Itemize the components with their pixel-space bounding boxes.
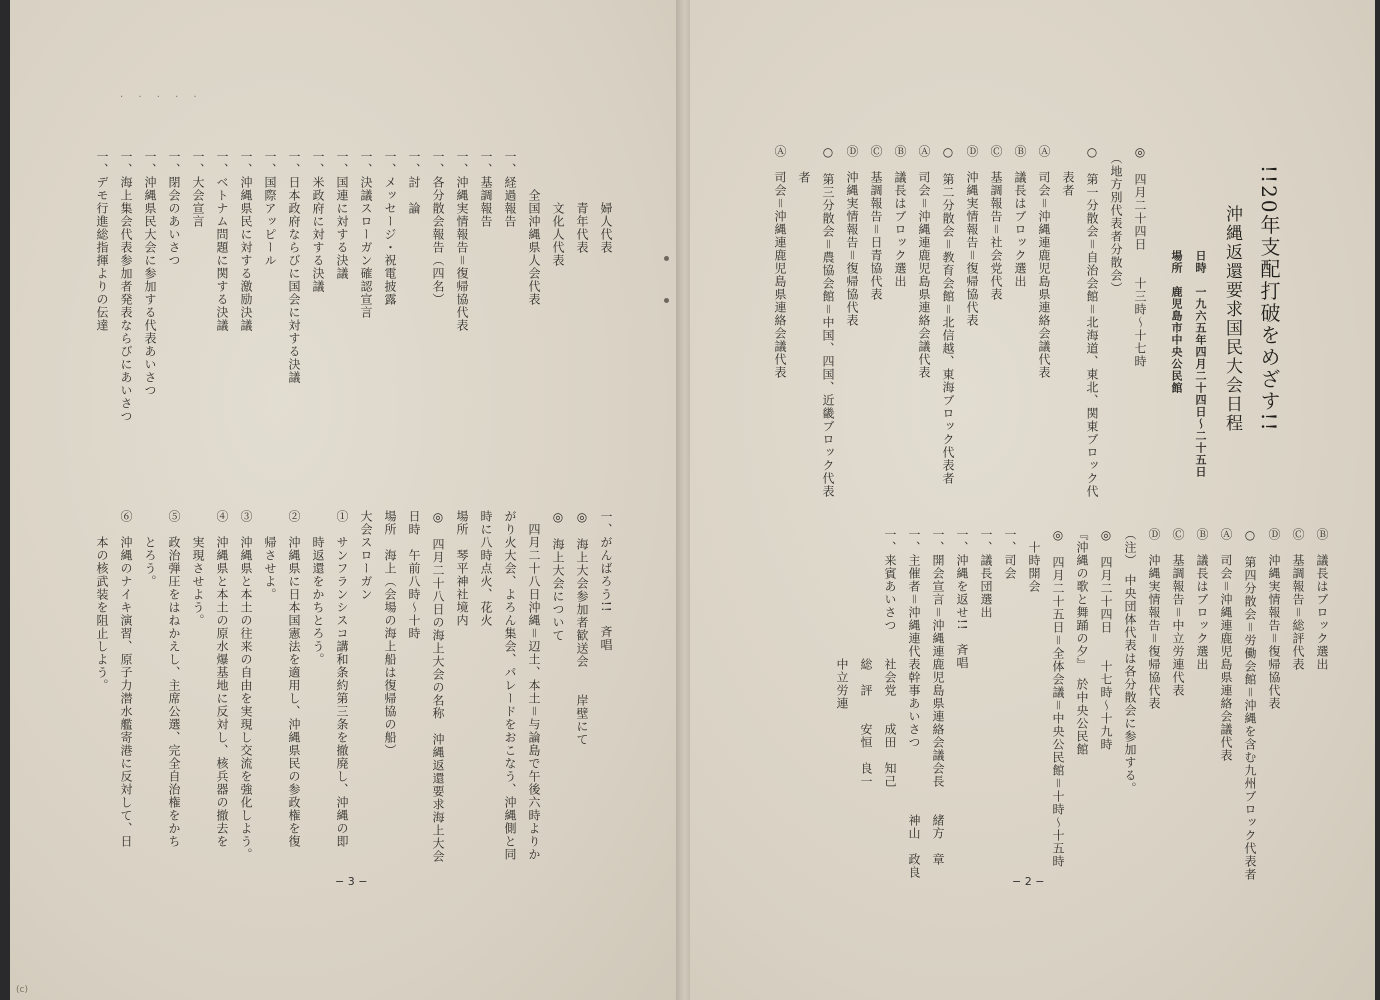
text-line: 場所 海上（会場の海上船は復帰協の船） bbox=[383, 510, 397, 757]
text-line: 一、司会 bbox=[1003, 528, 1017, 580]
text-line: Ⓓ 沖縄実情報告＝復帰協代表 bbox=[1267, 528, 1281, 711]
text-line: 時に八時点火、花火 bbox=[479, 510, 493, 627]
sea-rally-section bbox=[90, 510, 618, 890]
text-line: 全国沖縄県人会代表 bbox=[527, 150, 541, 306]
text-line: Ⓓ 沖縄実情報告＝復帰協代表 bbox=[965, 145, 979, 328]
text-line: がり火大会、よろん集会、パレードをおこなう、沖縄側と同 bbox=[503, 510, 517, 861]
text-line: 一、閉会のあいさつ bbox=[167, 150, 181, 267]
text-line: 文化人代表 bbox=[551, 150, 565, 267]
text-line: 時返還をかちとろう。 bbox=[311, 510, 325, 666]
text-line: 一、国際アッピール bbox=[263, 150, 277, 267]
text-line: 本の核武装を阻止しよう。 bbox=[95, 510, 109, 692]
text-line: 一、議長団選出 bbox=[979, 528, 993, 619]
text-line: 中立労連 bbox=[835, 528, 849, 710]
text-line: 総 評 安恒 良一 bbox=[859, 528, 873, 788]
text-line: 一、沖縄県民大会に参加する代表あいさつ bbox=[143, 150, 157, 397]
schedule-place: 場所 鹿児島市中央公民館 bbox=[1170, 250, 1183, 394]
page-number: − 2 − bbox=[1012, 875, 1045, 888]
left-page bbox=[10, 0, 680, 1000]
text-line: 青年代表 bbox=[575, 150, 589, 254]
text-line: ○ 第三分散会＝農協会館＝中国、四国、近畿ブロック代表 bbox=[821, 145, 835, 499]
schedule-date: 日時 一九六五年四月二十四日〜二十五日 bbox=[1194, 250, 1207, 478]
text-line: ○ 第四分散会＝労働会館＝沖縄を含む九州ブロック代表者 bbox=[1243, 528, 1257, 882]
text-line: 一、大会宣言 bbox=[191, 150, 205, 228]
text-line: ◎ 四月二十四日 十七時〜十九時 bbox=[1099, 528, 1113, 751]
text-line: ⑤ 政治弾圧をはねかえし、主席公選、完全自治権をかち bbox=[167, 510, 181, 848]
text-line: Ⓓ 沖縄実情報告＝復帰協代表 bbox=[845, 145, 859, 328]
text-line: 十時開会 bbox=[1027, 528, 1041, 593]
text-line: 一、国連に対する決議 bbox=[335, 150, 349, 280]
text-line: 実現させよう。 bbox=[191, 510, 205, 627]
text-line: 婦人代表 bbox=[599, 150, 613, 254]
text-line: 場所 琴平神社境内 bbox=[455, 510, 469, 627]
text-line: 一、沖縄を返せ!! 斉唱 bbox=[955, 528, 969, 670]
text-line: 表者 bbox=[1061, 145, 1075, 197]
text-line: 一、沖縄実情報告＝復帰協代表 bbox=[455, 150, 469, 333]
text-line: 一、開会宣言＝沖縄連鹿児島県連絡会議会長 緒方 章 bbox=[931, 528, 945, 867]
right-page bbox=[690, 0, 1375, 1000]
page-title: !!20年支配打破をめざす!! bbox=[1257, 165, 1281, 433]
text-line: Ⓒ 基調報告＝総評代表 bbox=[1291, 528, 1305, 672]
text-line: 一、海上集会代表参加者発表ならびにあいさつ bbox=[119, 150, 133, 423]
text-line: 四月二十八日沖縄＝辺土、本土＝与論島で午後六時よりか bbox=[527, 510, 541, 862]
day-one-sessions bbox=[768, 145, 1152, 500]
text-line: ③ 沖縄県と本土の往来の自由を実現し交流を強化しよう。 bbox=[239, 510, 253, 861]
agenda-list bbox=[90, 150, 618, 485]
text-line: 一、来賓あいさつ 社会党 成田 知己 bbox=[883, 528, 897, 788]
text-line: ① サンフランシスコ講和条約第三条を撤廃し、沖縄の即 bbox=[335, 510, 349, 848]
text-line: Ⓑ 議長はブロック選出 bbox=[1195, 528, 1209, 671]
text-line: 一、米政府に対する決議 bbox=[311, 150, 325, 293]
text-line: Ⓐ 司会＝沖縄連鹿児島県連絡会議代表 bbox=[1219, 528, 1233, 763]
text-line: 一、デモ行進総指揮よりの伝達 bbox=[95, 150, 109, 332]
text-line: 一、各分散会報告（四名） bbox=[431, 150, 445, 306]
text-line: ◎ 四月二十四日 十三時〜十七時 bbox=[1133, 145, 1147, 368]
text-line: ◎ 四月二十五日＝全体会議＝中央公民館＝十時〜十五時 bbox=[1051, 528, 1065, 869]
text-line: 一、日本政府ならびに国会に対する決議 bbox=[287, 150, 301, 384]
text-line: Ⓑ 議長はブロック選出 bbox=[893, 145, 907, 288]
text-line: Ⓐ 司会＝沖縄連鹿児島県連絡会議代表 bbox=[1037, 145, 1051, 380]
staple-hole bbox=[664, 298, 669, 303]
text-line: Ⓒ 基調報告＝中立労連代表 bbox=[1171, 528, 1185, 698]
text-line: 一、討 論 bbox=[407, 150, 421, 215]
corner-mark: (c) bbox=[16, 985, 28, 995]
text-line: 一、決議スローガン確認宣言 bbox=[359, 150, 373, 319]
text-line: Ⓒ 基調報告＝日青協代表 bbox=[869, 145, 883, 302]
text-line: ◎ 四月二十八日の海上大会の名称 沖縄返還要求海上大会 bbox=[431, 510, 445, 863]
text-line: ○ 第二分散会＝教育会館＝北信越、東海ブロック代表者 bbox=[941, 145, 955, 486]
text-line: とろう。 bbox=[143, 510, 157, 588]
text-line: 大会スローガン bbox=[359, 510, 373, 601]
text-line: 者 bbox=[797, 145, 811, 184]
text-line: Ⓑ 議長はブロック選出 bbox=[1013, 145, 1027, 288]
text-line: 一、がんばろう!! 斉唱 bbox=[599, 510, 613, 652]
page-dots: · · · · · bbox=[120, 92, 203, 103]
text-line: 一、経過報告 bbox=[503, 150, 517, 228]
text-line: ○ 第一分散会＝自治会館＝北海道、東北、関東ブロック代 bbox=[1085, 145, 1099, 499]
text-line: （注） 中央団体代表は各分散会に参加する。 bbox=[1123, 528, 1137, 795]
text-line: 一、メッセージ・祝電披露 bbox=[383, 150, 397, 306]
day-two-program bbox=[830, 528, 1334, 882]
text-line: Ⓐ 司会＝沖縄連鹿児島県連絡会議代表 bbox=[773, 145, 787, 380]
text-line: 『沖縄の歌と舞踊の夕』 於中央公民館 bbox=[1075, 528, 1089, 756]
text-line: 一、主催者＝沖縄連代表幹事あいさつ 神山 政良 bbox=[907, 528, 921, 880]
text-line: （地方別代表者分散会） bbox=[1109, 145, 1123, 295]
text-line: ④ 沖縄県と本土の原水爆基地に反対し、核兵器の撤去を bbox=[215, 510, 229, 848]
text-line: 一、ベトナム問題に関する決議 bbox=[215, 150, 229, 332]
text-line: Ⓐ 司会＝沖縄連鹿児島県連絡会議代表 bbox=[917, 145, 931, 380]
text-line: ◎ 海上大会参加者歓送会 岸壁にて bbox=[575, 510, 589, 746]
text-line: 帰させよ。 bbox=[263, 510, 277, 601]
staple-hole bbox=[664, 256, 669, 261]
text-line: ◎ 海上大会について bbox=[551, 510, 565, 642]
text-line: ② 沖縄県に日本国憲法を適用し、沖縄県民の参政権を復 bbox=[287, 510, 301, 848]
text-line: 日時 午前八時〜十時 bbox=[407, 510, 421, 640]
page-number: − 3 − bbox=[335, 875, 368, 888]
text-line: Ⓓ 沖縄実情報告＝復帰協代表 bbox=[1147, 528, 1161, 711]
text-line: 一、基調報告 bbox=[479, 150, 493, 228]
page-subtitle: 沖縄返還要求国民大会日程 bbox=[1222, 205, 1242, 433]
text-line: ⑥ 沖縄のナイキ演習、原子力潜水艦寄港に反対して、日 bbox=[119, 510, 133, 848]
text-line: Ⓑ 議長はブロック選出 bbox=[1315, 528, 1329, 671]
text-line: Ⓒ 基調報告＝社会党代表 bbox=[989, 145, 1003, 302]
text-line: 一、沖縄県民に対する激励決議 bbox=[239, 150, 253, 332]
